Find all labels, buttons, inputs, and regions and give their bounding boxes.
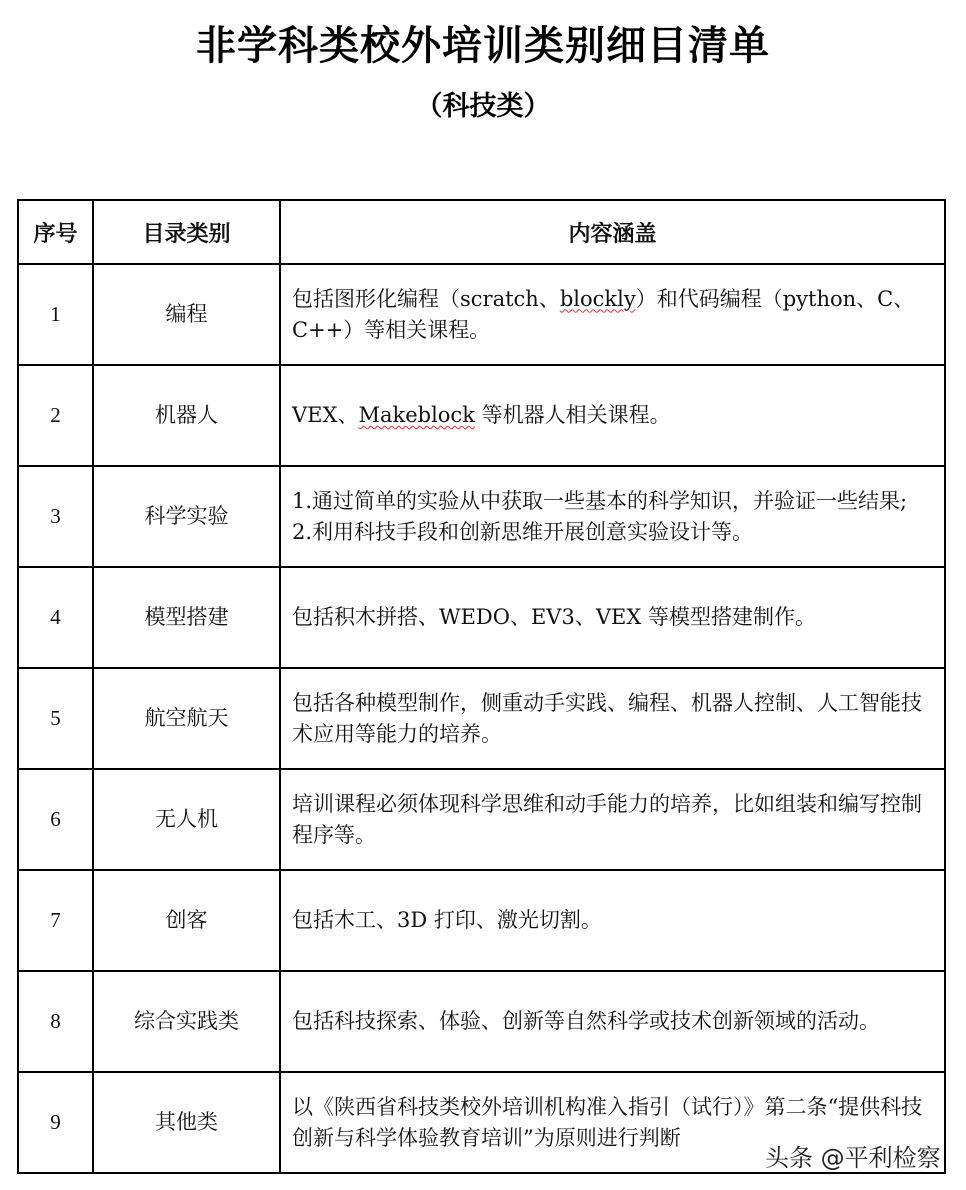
watermark: 头条 @平利检察 (765, 1144, 941, 1172)
content-text: VEX、 (292, 403, 359, 427)
content-text: ）和代码编程（python、C、C++）等相关课程。 (292, 286, 915, 342)
row-content: 包括科技探索、体验、创新等自然科学或技术创新领域的活动。 (280, 971, 945, 1072)
table-row (18, 567, 945, 668)
content-text: 包括图形化编程（scratch、 (292, 286, 560, 311)
content-text: 等机器人相关课程。 (474, 403, 671, 427)
header-content: 内容涵盖 (280, 200, 945, 264)
row-number: 1 (18, 264, 93, 365)
table-row (18, 466, 945, 567)
row-content: 培训课程必须体现科学思维和动手能力的培养，比如组装和编写控制程序等。 (280, 769, 945, 870)
row-content: 包括木工、3D 打印、激光切割。 (280, 870, 945, 971)
table-row (18, 971, 945, 1072)
category-table (17, 199, 946, 1174)
table-row (18, 769, 945, 870)
row-content: 包括各种模型制作，侧重动手实践、编程、机器人控制、人工智能技术应用等能力的培养。 (280, 668, 945, 769)
row-number: 6 (18, 769, 93, 870)
row-category: 综合实践类 (93, 971, 280, 1072)
header-category: 目录类别 (93, 200, 280, 264)
row-content (280, 466, 945, 567)
row-number: 5 (18, 668, 93, 769)
table-row (18, 870, 945, 971)
row-category: 编程 (93, 264, 280, 365)
row-category: 机器人 (93, 365, 280, 466)
row-category: 其他类 (93, 1072, 280, 1173)
row-category: 科学实验 (93, 466, 280, 567)
row-number: 9 (18, 1072, 93, 1173)
row-content: 以《陕西省科技类校外培训机构准入指引（试行）》第二条“提供科技创新与科学体验教育培训”为原则进行判断 (280, 1072, 945, 1173)
row-number: 2 (18, 365, 93, 466)
row-content: 包括积木拼搭、WEDO、EV3、VEX 等模型搭建制作。 (280, 567, 945, 668)
row-number: 4 (18, 567, 93, 668)
table-row (18, 264, 945, 365)
content-line: 2.利用科技手段和创新思维开展创意实验设计等。 (292, 519, 754, 544)
row-category: 模型搭建 (93, 567, 280, 668)
row-category: 航空航天 (93, 668, 280, 769)
row-number: 7 (18, 870, 93, 971)
table-header-row (18, 200, 945, 264)
content-line: 1.通过简单的实验从中获取一些基本的科学知识，并验证一些结果; (292, 488, 908, 513)
row-number: 3 (18, 466, 93, 567)
row-content (280, 365, 945, 466)
spellcheck-word: blockly (559, 286, 636, 311)
table-row (18, 668, 945, 769)
header-number: 序号 (18, 200, 93, 264)
document-title: 非学科类校外培训类别细目清单 (196, 22, 770, 69)
row-content (280, 264, 945, 365)
spellcheck-word: Makeblock (358, 403, 475, 427)
row-category: 创客 (93, 870, 280, 971)
document-subtitle: （科技类） (415, 91, 551, 122)
table-row (18, 365, 945, 466)
row-number: 8 (18, 971, 93, 1072)
row-category: 无人机 (93, 769, 280, 870)
